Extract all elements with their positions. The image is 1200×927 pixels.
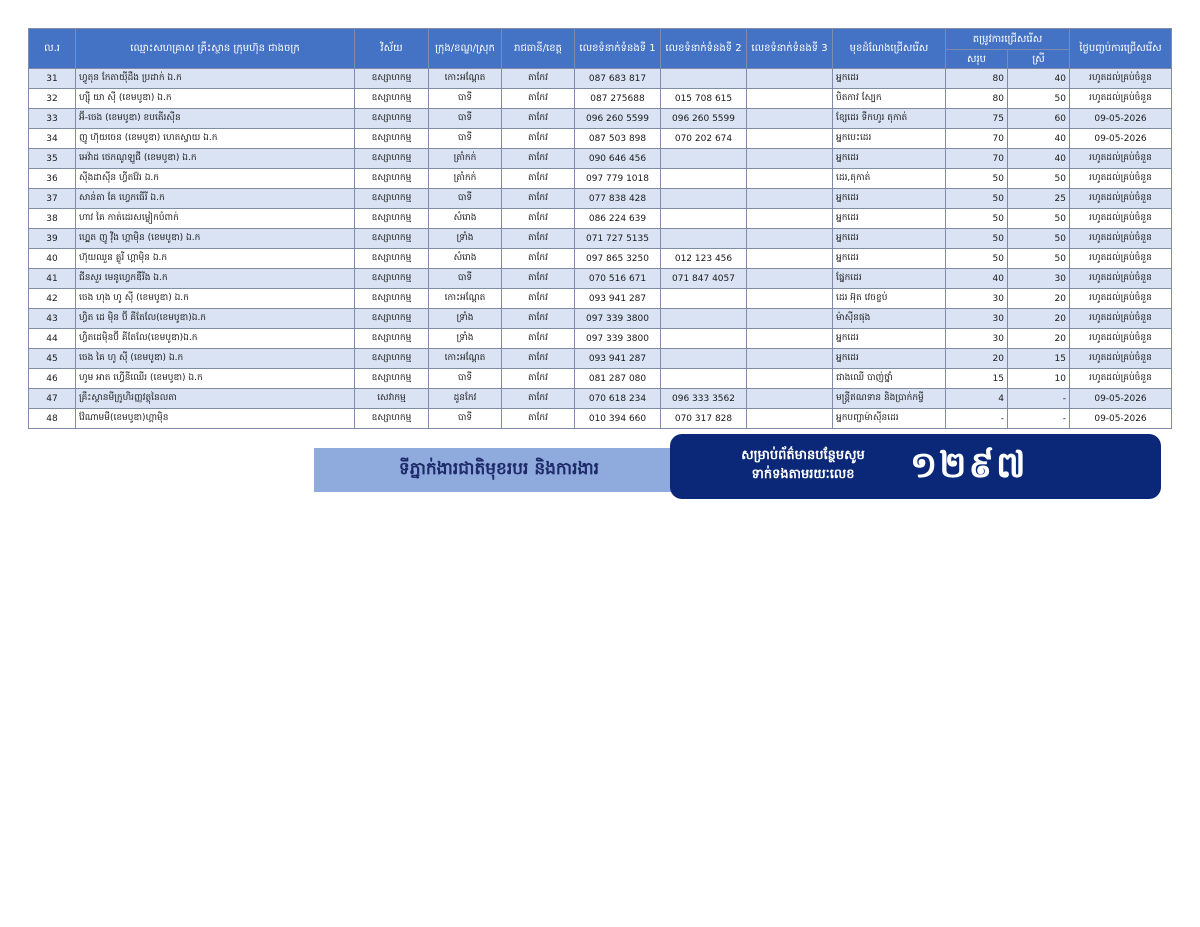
cell-district: បាទី: [429, 109, 502, 129]
cell-district: ទ្រាំង: [429, 229, 502, 249]
cell-province: តាកែវ: [502, 149, 575, 169]
cell-phone-3: [747, 229, 833, 249]
cell-female: 60: [1008, 109, 1070, 129]
cell-deadline: រហូតដល់គ្រប់ចំនួន: [1070, 249, 1172, 269]
cell-district: កោះអណ្តែត: [429, 349, 502, 369]
cell-province: តាកែវ: [502, 289, 575, 309]
cell-district: ដូនកែវ: [429, 389, 502, 409]
cell-position: ម៉ាស៊ីនផុង: [833, 309, 946, 329]
cell-district: ត្រាំកក់: [429, 169, 502, 189]
cell-district: បាទី: [429, 89, 502, 109]
table-row: [29, 169, 1172, 189]
header-no: ល.រ: [29, 29, 76, 69]
cell-phone-3: [747, 69, 833, 89]
cell-phone-1: 081 287 080: [575, 369, 661, 389]
cell-phone-2: 070 202 674: [661, 129, 747, 149]
cell-phone-2: 015 708 615: [661, 89, 747, 109]
cell-sector: ឧស្សាហកម្ម: [355, 129, 429, 149]
table-row: [29, 369, 1172, 389]
cell-company: ចេង គៃ ហូ ស៊ី (ខេមបូឌា) ឯ.ក: [76, 349, 355, 369]
cell-phone-2: [661, 349, 747, 369]
cell-total: 70: [946, 149, 1008, 169]
cell-total: 4: [946, 389, 1008, 409]
cell-phone-2: [661, 209, 747, 229]
header-total: សរុប: [946, 50, 1008, 69]
cell-sector: ឧស្សាហកម្ម: [355, 369, 429, 389]
table-body: [29, 69, 1172, 429]
cell-company: វ៉ែណាមមី(ខេមបូឌា)ហ្គាម៉ិន: [76, 409, 355, 429]
cell-sector: ឧស្សាហកម្ម: [355, 409, 429, 429]
cell-phone-2: [661, 229, 747, 249]
header-recruitment-need: តម្រូវការជ្រើសរើស: [946, 29, 1070, 50]
cell-province: តាកែវ: [502, 409, 575, 429]
cell-no: 41: [29, 269, 76, 289]
cell-province: តាកែវ: [502, 389, 575, 409]
cell-phone-1: 087 275688: [575, 89, 661, 109]
cell-phone-1: 093 941 287: [575, 349, 661, 369]
cell-sector: ឧស្សាហកម្ម: [355, 149, 429, 169]
cell-phone-3: [747, 369, 833, 389]
cell-phone-1: 077 838 428: [575, 189, 661, 209]
cell-position: អ្នកដេរ: [833, 209, 946, 229]
cell-province: តាកែវ: [502, 129, 575, 149]
cell-position: អ្នកដេរ: [833, 69, 946, 89]
cell-total: 30: [946, 289, 1008, 309]
cell-phone-3: [747, 409, 833, 429]
header-phone-3: លេខទំនាក់ទំនងទី 3: [747, 29, 833, 69]
cell-deadline: រហូតដល់គ្រប់ចំនួន: [1070, 369, 1172, 389]
cell-district: បាទី: [429, 269, 502, 289]
cell-phone-3: [747, 109, 833, 129]
cell-company: អេវ៉ាដ ថេកណូឡូជី (ខេមបូឌា) ឯ.ក: [76, 149, 355, 169]
cell-total: 30: [946, 309, 1008, 329]
cell-company: គ្រឹះស្ថានមីក្រូហិរញ្ញវត្ថុនៃលតា: [76, 389, 355, 409]
cell-female: 50: [1008, 209, 1070, 229]
table-row: [29, 129, 1172, 149]
cell-female: 40: [1008, 129, 1070, 149]
cell-district: បាទី: [429, 369, 502, 389]
cell-sector: ឧស្សាហកម្ម: [355, 189, 429, 209]
cell-no: 48: [29, 409, 76, 429]
cell-province: តាកែវ: [502, 369, 575, 389]
cell-phone-1: 070 618 234: [575, 389, 661, 409]
cell-company: ហ៊ុយឈួន គ្លូរី ហ្គាម៉ិន ឯ.ក: [76, 249, 355, 269]
cell-province: តាកែវ: [502, 229, 575, 249]
cell-position: ខ្សែដេរ ទឹកហូរ តុកាត់: [833, 109, 946, 129]
cell-phone-1: 086 224 639: [575, 209, 661, 229]
cell-position: ផ្នែកដេរ: [833, 269, 946, 289]
cell-no: 39: [29, 229, 76, 249]
table-row: [29, 309, 1172, 329]
cell-sector: ឧស្សាហកម្ម: [355, 329, 429, 349]
cell-phone-1: 087 683 817: [575, 69, 661, 89]
cell-phone-3: [747, 329, 833, 349]
cell-phone-2: [661, 149, 747, 169]
cell-total: 80: [946, 69, 1008, 89]
cell-phone-2: [661, 69, 747, 89]
cell-company: ហ្វិត ដេ ម៉ិន ប៊ី គីតែលែ(ខេមបូឌា)ឯ.ក: [76, 309, 355, 329]
cell-deadline: រហូតដល់គ្រប់ចំនួន: [1070, 269, 1172, 289]
cell-phone-3: [747, 249, 833, 269]
cell-company: ញូ ហ៊ុយចេន (ខេមបូឌា) ហេតស្វាយ ឯ.ក: [76, 129, 355, 149]
cell-company: ជីនសួរ មេនូហ្វេកឌឺរីង ឯ.ក: [76, 269, 355, 289]
cell-no: 36: [29, 169, 76, 189]
cell-no: 32: [29, 89, 76, 109]
cell-phone-2: 012 123 456: [661, 249, 747, 269]
hotline-number: ១២៩៧: [910, 445, 1028, 486]
table-row: [29, 109, 1172, 129]
cell-total: 75: [946, 109, 1008, 129]
cell-phone-2: [661, 169, 747, 189]
cell-district: ត្រាំកក់: [429, 149, 502, 169]
cell-province: តាកែវ: [502, 169, 575, 189]
cell-deadline: រហូតដល់គ្រប់ចំនួន: [1070, 349, 1172, 369]
cell-phone-1: 097 779 1018: [575, 169, 661, 189]
cell-phone-3: [747, 129, 833, 149]
cell-deadline: 09-05-2026: [1070, 129, 1172, 149]
table-row: [29, 89, 1172, 109]
cell-total: 80: [946, 89, 1008, 109]
cell-company: ហ្ស៊ី យា ស៊ី (ខេមបូឌា) ឯ.ក: [76, 89, 355, 109]
cell-phone-2: [661, 309, 747, 329]
cell-total: 50: [946, 209, 1008, 229]
cell-province: តាកែវ: [502, 69, 575, 89]
cell-no: 33: [29, 109, 76, 129]
cell-province: តាកែវ: [502, 349, 575, 369]
cell-district: ទ្រាំង: [429, 329, 502, 349]
cell-company: អ៊ី-ចេង (ខេមបូឌា) ខបតើរស៊ីន: [76, 109, 355, 129]
cell-position: អ្នកដេរ: [833, 349, 946, 369]
cell-phone-2: [661, 289, 747, 309]
cell-sector: ឧស្សាហកម្ម: [355, 249, 429, 269]
cell-female: -: [1008, 389, 1070, 409]
cell-total: 30: [946, 329, 1008, 349]
cell-position: ដេរ,តុកាត់: [833, 169, 946, 189]
cell-no: 45: [29, 349, 76, 369]
cell-phone-3: [747, 149, 833, 169]
cell-district: សំរោង: [429, 209, 502, 229]
cell-deadline: 09-05-2026: [1070, 409, 1172, 429]
header-district: ក្រុង/ខណ្ឌ/ស្រុក: [429, 29, 502, 69]
cell-deadline: រហូតដល់គ្រប់ចំនួន: [1070, 189, 1172, 209]
cell-position: អ្នកបញ្ជាម៉ាស៊ីនដេរ: [833, 409, 946, 429]
cell-sector: ឧស្សាហកម្ម: [355, 289, 429, 309]
cell-company: ហូម អាត ហ្វើនីឈើរ (ខេមបូឌា) ឯ.ក: [76, 369, 355, 389]
header-phone-2: លេខទំនាក់ទំនងទី 2: [661, 29, 747, 69]
cell-female: 15: [1008, 349, 1070, 369]
cell-phone-3: [747, 289, 833, 309]
cell-phone-2: [661, 369, 747, 389]
cell-total: 20: [946, 349, 1008, 369]
cell-no: 43: [29, 309, 76, 329]
cell-district: បាទី: [429, 129, 502, 149]
cell-sector: ឧស្សាហកម្ម: [355, 109, 429, 129]
cell-deadline: រហូតដល់គ្រប់ចំនួន: [1070, 89, 1172, 109]
table-row: [29, 289, 1172, 309]
cell-position: អ្នកបេះដេរ: [833, 129, 946, 149]
hotline-banner: [670, 434, 1161, 499]
cell-sector: ឧស្សាហកម្ម: [355, 209, 429, 229]
cell-sector: ឧស្សាហកម្ម: [355, 269, 429, 289]
cell-company: ហ្គ្លេត ញូ វ៉ីង ហ្គាម៉ិន (ខេមបូឌា) ឯ.ក: [76, 229, 355, 249]
cell-position: អ្នកដេរ: [833, 249, 946, 269]
cell-district: បាទី: [429, 409, 502, 429]
cell-deadline: រហូតដល់គ្រប់ចំនួន: [1070, 329, 1172, 349]
table-row: [29, 349, 1172, 369]
cell-phone-3: [747, 209, 833, 229]
cell-phone-2: [661, 189, 747, 209]
cell-female: -: [1008, 409, 1070, 429]
cell-female: 30: [1008, 269, 1070, 289]
cell-sector: ឧស្សាហកម្ម: [355, 349, 429, 369]
cell-deadline: រហូតដល់គ្រប់ចំនួន: [1070, 209, 1172, 229]
cell-phone-1: 096 260 5599: [575, 109, 661, 129]
cell-position: ដេរ អ៊ុត វេចខ្ចប់: [833, 289, 946, 309]
cell-no: 46: [29, 369, 76, 389]
cell-no: 44: [29, 329, 76, 349]
cell-total: 50: [946, 229, 1008, 249]
cell-female: 25: [1008, 189, 1070, 209]
cell-total: 15: [946, 369, 1008, 389]
cell-phone-1: 097 339 3800: [575, 309, 661, 329]
cell-phone-3: [747, 189, 833, 209]
ministry-label: ទីភ្នាក់ងារជាតិមុខរបរ និងការងារ: [398, 458, 600, 479]
cell-phone-3: [747, 309, 833, 329]
table-row: [29, 329, 1172, 349]
cell-province: តាកែវ: [502, 249, 575, 269]
cell-phone-3: [747, 269, 833, 289]
cell-phone-3: [747, 389, 833, 409]
cell-total: -: [946, 409, 1008, 429]
cell-total: 50: [946, 249, 1008, 269]
cell-deadline: រហូតដល់គ្រប់ចំនួន: [1070, 309, 1172, 329]
table-row: [29, 389, 1172, 409]
cell-district: បាទី: [429, 189, 502, 209]
cell-district: ទ្រាំង: [429, 309, 502, 329]
cell-position: អ្នកដេរ: [833, 329, 946, 349]
cell-phone-2: [661, 329, 747, 349]
cell-sector: ឧស្សាហកម្ម: [355, 89, 429, 109]
cell-female: 50: [1008, 169, 1070, 189]
cell-no: 34: [29, 129, 76, 149]
cell-female: 50: [1008, 89, 1070, 109]
cell-female: 20: [1008, 329, 1070, 349]
cell-position: អ្នកដេរ: [833, 229, 946, 249]
job-vacancy-table: [28, 28, 1172, 429]
cell-deadline: រហូតដល់គ្រប់ចំនួន: [1070, 149, 1172, 169]
cell-company: ហ្វូតុន កែតាយ៉ីដឹង ប្រដាក់ ឯ.ក: [76, 69, 355, 89]
table-row: [29, 69, 1172, 89]
cell-phone-1: 097 865 3250: [575, 249, 661, 269]
cell-no: 35: [29, 149, 76, 169]
header-deadline: ថ្ងៃបញ្ចប់ការជ្រើសរើស: [1070, 29, 1172, 69]
cell-province: តាកែវ: [502, 189, 575, 209]
cell-phone-1: 093 941 287: [575, 289, 661, 309]
header-phone-1: លេខទំនាក់ទំនងទី 1: [575, 29, 661, 69]
cell-total: 40: [946, 269, 1008, 289]
cell-total: 70: [946, 129, 1008, 149]
header-sector: វិស័យ: [355, 29, 429, 69]
cell-phone-2: 096 333 3562: [661, 389, 747, 409]
cell-position: បិតកាវ ស្បែក: [833, 89, 946, 109]
cell-province: តាកែវ: [502, 209, 575, 229]
cell-province: តាកែវ: [502, 309, 575, 329]
cell-deadline: រហូតដល់គ្រប់ចំនួន: [1070, 229, 1172, 249]
cell-district: កោះអណ្តែត: [429, 289, 502, 309]
cell-company: ស៊ីងដាស៊ីន ហ្វីតវ៉ែរ ឯ.ក: [76, 169, 355, 189]
cell-position: ជាងឈើ បាញ់ថ្នាំ: [833, 369, 946, 389]
cell-deadline: រហូតដល់គ្រប់ចំនួន: [1070, 69, 1172, 89]
cell-province: តាកែវ: [502, 269, 575, 289]
cell-province: តាកែវ: [502, 109, 575, 129]
cell-phone-2: 096 260 5599: [661, 109, 747, 129]
cell-position: អ្នកដេរ: [833, 149, 946, 169]
cell-no: 40: [29, 249, 76, 269]
table-row: [29, 189, 1172, 209]
cell-phone-3: [747, 169, 833, 189]
hotline-caption-line-1: សម្រាប់ព័ត៌មានបន្ថែមសូម: [741, 448, 865, 463]
cell-no: 42: [29, 289, 76, 309]
header-company: ឈ្មោះសហគ្រាស គ្រឹះស្ថាន ក្រុមហ៊ុន ជាងចក្រ: [76, 29, 355, 69]
table-row: [29, 229, 1172, 249]
cell-no: 38: [29, 209, 76, 229]
cell-female: 20: [1008, 309, 1070, 329]
cell-phone-1: 070 516 671: [575, 269, 661, 289]
table-row: [29, 209, 1172, 229]
cell-phone-2: 070 317 828: [661, 409, 747, 429]
cell-sector: សេវាកម្ម: [355, 389, 429, 409]
cell-company: សាន់តា គែ ហ្វេកធើរី ឯ.ក: [76, 189, 355, 209]
cell-no: 37: [29, 189, 76, 209]
table-row: [29, 249, 1172, 269]
cell-sector: ឧស្សាហកម្ម: [355, 229, 429, 249]
cell-phone-1: 010 394 660: [575, 409, 661, 429]
header-female: ស្រី: [1008, 50, 1070, 69]
header-province: រាជធានី/ខេត្ត: [502, 29, 575, 69]
cell-province: តាកែវ: [502, 329, 575, 349]
cell-female: 40: [1008, 149, 1070, 169]
cell-phone-3: [747, 89, 833, 109]
cell-sector: ឧស្សាហកម្ម: [355, 69, 429, 89]
cell-phone-1: 090 646 456: [575, 149, 661, 169]
cell-province: តាកែវ: [502, 89, 575, 109]
cell-district: កោះអណ្តែត: [429, 69, 502, 89]
hotline-caption-line-2: ទាក់ទងតាមរយៈលេខ: [751, 467, 855, 482]
ministry-banner: [314, 448, 684, 492]
table-row: [29, 409, 1172, 429]
cell-phone-1: 071 727 5135: [575, 229, 661, 249]
cell-female: 40: [1008, 69, 1070, 89]
hotline-caption: [698, 446, 908, 484]
cell-female: 10: [1008, 369, 1070, 389]
cell-phone-2: 071 847 4057: [661, 269, 747, 289]
cell-deadline: រហូតដល់គ្រប់ចំនួន: [1070, 169, 1172, 189]
cell-sector: ឧស្សាហកម្ម: [355, 309, 429, 329]
cell-phone-1: 097 339 3800: [575, 329, 661, 349]
cell-deadline: 09-05-2026: [1070, 389, 1172, 409]
cell-phone-1: 087 503 898: [575, 129, 661, 149]
cell-female: 50: [1008, 229, 1070, 249]
cell-total: 50: [946, 189, 1008, 209]
cell-no: 31: [29, 69, 76, 89]
cell-female: 50: [1008, 249, 1070, 269]
cell-position: អ្នកដេរ: [833, 189, 946, 209]
header-position: មុខដំណែងជ្រើសរើស: [833, 29, 946, 69]
cell-sector: ឧស្សាហកម្ម: [355, 169, 429, 189]
cell-position: មន្ត្រីឥណទាន និងប្រាក់កម្ចី: [833, 389, 946, 409]
cell-company: ហាវ គៃ កាត់ដេរសម្លៀកបំពាក់: [76, 209, 355, 229]
cell-phone-3: [747, 349, 833, 369]
cell-no: 47: [29, 389, 76, 409]
cell-total: 50: [946, 169, 1008, 189]
cell-female: 20: [1008, 289, 1070, 309]
cell-district: សំរោង: [429, 249, 502, 269]
cell-deadline: រហូតដល់គ្រប់ចំនួន: [1070, 289, 1172, 309]
table-row: [29, 149, 1172, 169]
cell-deadline: 09-05-2026: [1070, 109, 1172, 129]
table-row: [29, 269, 1172, 289]
cell-company: ចេង ហុង ហូ ស៊ី (ខេមបូឌា) ឯ.ក: [76, 289, 355, 309]
cell-company: ហ្វិតដេម៉ិនប៊ី គីតែលែ(ខេមបូឌា)ឯ.ក: [76, 329, 355, 349]
